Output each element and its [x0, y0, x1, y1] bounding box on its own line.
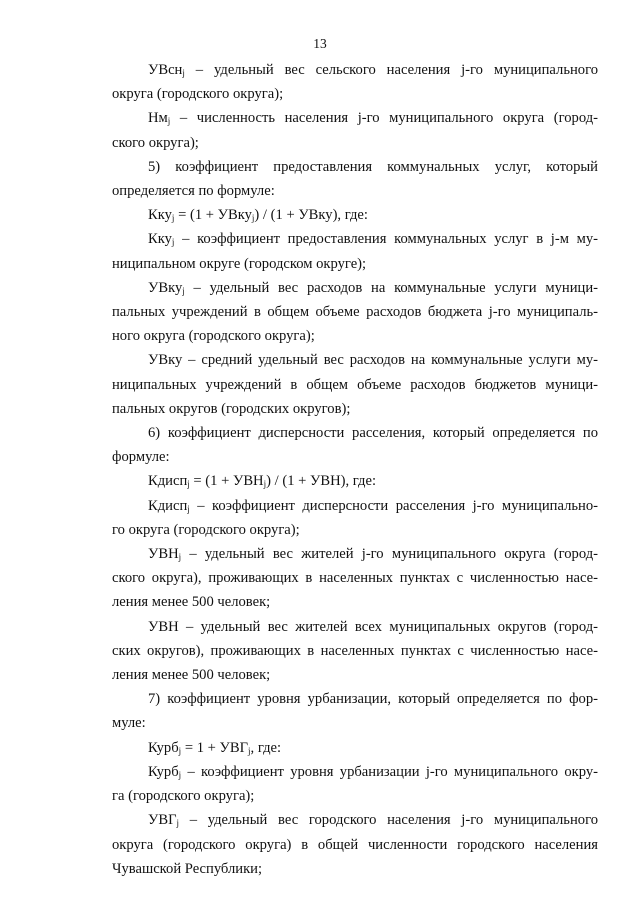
paragraph-line: определяется по формуле:	[112, 183, 275, 200]
paragraph-line: 6) коэффициент дисперсности расселения, который определяется по	[148, 425, 598, 442]
document-body	[112, 58, 598, 881]
paragraph-line: Кдисп$_j$ – коэффициент дисперсности расселения j-го муниципально-	[148, 497, 598, 514]
paragraph-line: УВН – удельный вес жителей всех муниципальных округов (город-	[148, 618, 598, 635]
paragraph-line: ниципальных учреждений в общем объеме расходов бюджетов муници-	[112, 376, 598, 393]
paragraph-line: Курб$_j$ – коэффициент уровня урбанизации j-го муниципального окру-	[148, 763, 598, 780]
paragraph-line: ления менее 500 человек;	[112, 594, 271, 611]
page-number: 13	[313, 36, 327, 51]
paragraph-line: Кдисп$_j$ = $(1 + УВН_j) / (1 + УВН)$, где:	[148, 473, 376, 490]
paragraph-line: пальных округов (городских округов);	[112, 400, 351, 417]
paragraph-line: $УВГ_j$ – удельный вес городского населения j-го муниципального	[148, 812, 598, 829]
paragraph-line: ного округа (городского округа);	[112, 328, 315, 345]
paragraph-line: ских округов), проживающих в населенных пунктах с численностью насе-	[112, 642, 598, 659]
paragraph-line: Кку$_j$ = (1 + УВку$_j$) / (1 + УВку), где:	[148, 207, 368, 224]
paragraph-line: 7) коэффициент уровня урбанизации, который определяется по фор-	[148, 691, 598, 708]
paragraph-line: го округа (городского округа);	[112, 521, 300, 538]
paragraph-line: ниципальном округе (городском округе);	[112, 255, 367, 272]
paragraph-line: Курб$_j$ = $1 + УВГ_j$, где:	[148, 739, 282, 756]
paragraph-line: Кку$_j$ – коэффициент предоставления коммунальных услуг в j-м му-	[148, 231, 598, 248]
paragraph-line: формуле:	[112, 449, 170, 466]
paragraph-line: ского округа);	[112, 134, 199, 151]
paragraph-line: ского округа), проживающих в населенных пунктах с численностью насе-	[112, 570, 598, 587]
paragraph-line: $УВН_j$ – удельный вес жителей j-го муниципального округа (город-	[148, 546, 598, 563]
paragraph-line: округа (городского округа);	[112, 86, 284, 103]
paragraph-line: га (городского округа);	[112, 788, 255, 805]
paragraph-line: УВку$_j$ – удельный вес расходов на коммунальные услуги муници-	[148, 279, 598, 296]
paragraph-line: $Нм_j$ – численность населения j-го муниципального округа (город-	[148, 110, 598, 127]
paragraph-line: 5) коэффициент предоставления коммунальных услуг, который	[148, 158, 598, 175]
paragraph-line: Чувашской Республики;	[112, 860, 263, 877]
paragraph-line: округа (городского округа) в общей численности городского населения	[112, 836, 598, 853]
paragraph-line: УВку – средний удельный вес расходов на коммунальные услуги му-	[148, 352, 598, 369]
paragraph-line: ления менее 500 человек;	[112, 667, 271, 684]
paragraph-line: УВсн$_j$ – удельный вес сельского населения j-го муниципального	[148, 62, 598, 78]
paragraph-line: муле:	[112, 715, 146, 732]
paragraph-line: пальных учреждений в общем объеме расходов бюджета j-го муниципаль-	[112, 304, 598, 321]
